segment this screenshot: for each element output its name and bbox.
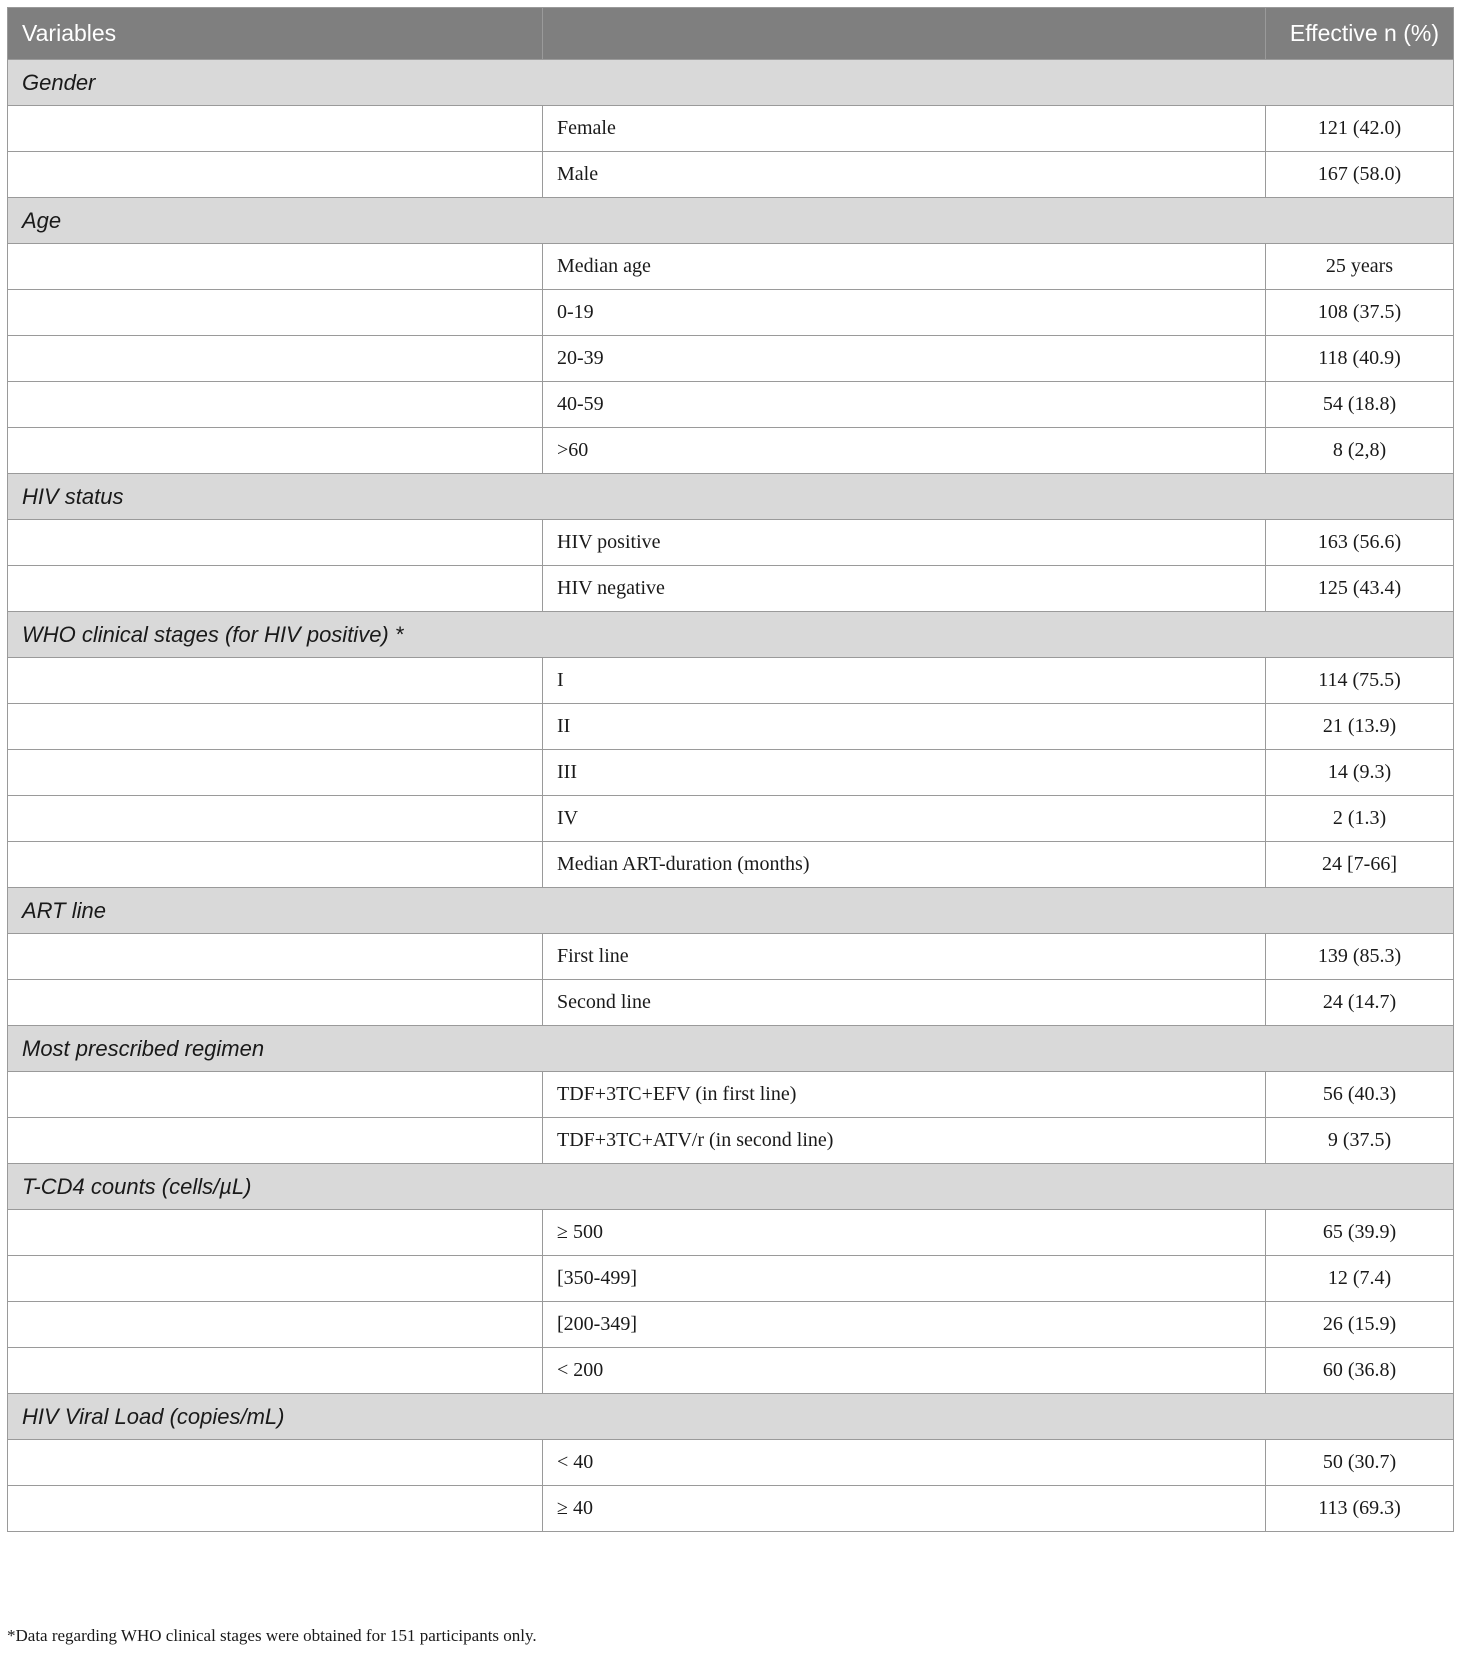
data-table-container <box>7 7 1453 1532</box>
effective-value: 14 (9.3) <box>1266 750 1454 796</box>
effective-value: 118 (40.9) <box>1266 336 1454 382</box>
effective-value: 50 (30.7) <box>1266 1440 1454 1486</box>
table-row <box>8 704 1454 750</box>
category-label: 20-39 <box>543 336 1266 382</box>
table-row <box>8 980 1454 1026</box>
section-row <box>8 60 1454 106</box>
category-label: First line <box>543 934 1266 980</box>
category-label: Median ART-duration (months) <box>543 842 1266 888</box>
variable-cell-empty <box>8 750 543 796</box>
category-label: Male <box>543 152 1266 198</box>
category-label: ≥ 500 <box>543 1210 1266 1256</box>
section-title: ART line <box>8 888 1454 934</box>
variable-cell-empty <box>8 796 543 842</box>
category-label: ≥ 40 <box>543 1486 1266 1532</box>
table-row <box>8 1302 1454 1348</box>
effective-value: 56 (40.3) <box>1266 1072 1454 1118</box>
variable-cell-empty <box>8 934 543 980</box>
effective-value: 54 (18.8) <box>1266 382 1454 428</box>
variable-cell-empty <box>8 336 543 382</box>
category-label: I <box>543 658 1266 704</box>
effective-value: 65 (39.9) <box>1266 1210 1454 1256</box>
variable-cell-empty <box>8 290 543 336</box>
section-title: Age <box>8 198 1454 244</box>
section-title: HIV status <box>8 474 1454 520</box>
table-row <box>8 934 1454 980</box>
effective-value: 121 (42.0) <box>1266 106 1454 152</box>
table-row <box>8 428 1454 474</box>
variable-cell-empty <box>8 658 543 704</box>
effective-value: 26 (15.9) <box>1266 1302 1454 1348</box>
table-row <box>8 1486 1454 1532</box>
variable-cell-empty <box>8 1072 543 1118</box>
table-body <box>8 60 1454 1532</box>
effective-value: 25 years <box>1266 244 1454 290</box>
category-label: Female <box>543 106 1266 152</box>
section-row <box>8 612 1454 658</box>
effective-value: 21 (13.9) <box>1266 704 1454 750</box>
effective-value: 60 (36.8) <box>1266 1348 1454 1394</box>
table-row <box>8 244 1454 290</box>
category-label: HIV negative <box>543 566 1266 612</box>
variable-cell-empty <box>8 1256 543 1302</box>
effective-value: 125 (43.4) <box>1266 566 1454 612</box>
category-label: II <box>543 704 1266 750</box>
category-label: [200-349] <box>543 1302 1266 1348</box>
section-title: Gender <box>8 60 1454 106</box>
section-row <box>8 1394 1454 1440</box>
header-variables: Variables <box>8 8 543 60</box>
table-row <box>8 336 1454 382</box>
variable-cell-empty <box>8 842 543 888</box>
effective-value: 163 (56.6) <box>1266 520 1454 566</box>
category-label: HIV positive <box>543 520 1266 566</box>
table-row <box>8 1118 1454 1164</box>
effective-value: 167 (58.0) <box>1266 152 1454 198</box>
table-row <box>8 842 1454 888</box>
variable-cell-empty <box>8 566 543 612</box>
effective-value: 8 (2,8) <box>1266 428 1454 474</box>
table-row <box>8 750 1454 796</box>
section-row <box>8 198 1454 244</box>
effective-value: 9 (37.5) <box>1266 1118 1454 1164</box>
category-label: >60 <box>543 428 1266 474</box>
variable-cell-empty <box>8 1118 543 1164</box>
table-row <box>8 382 1454 428</box>
effective-value: 24 (14.7) <box>1266 980 1454 1026</box>
variable-cell-empty <box>8 152 543 198</box>
effective-value: 2 (1.3) <box>1266 796 1454 842</box>
variable-cell-empty <box>8 1440 543 1486</box>
variable-cell-empty <box>8 520 543 566</box>
table-row <box>8 1210 1454 1256</box>
variable-cell-empty <box>8 704 543 750</box>
category-label: < 200 <box>543 1348 1266 1394</box>
header-row <box>8 8 1454 60</box>
effective-value: 108 (37.5) <box>1266 290 1454 336</box>
category-label: Second line <box>543 980 1266 1026</box>
section-row <box>8 1164 1454 1210</box>
variable-cell-empty <box>8 428 543 474</box>
effective-value: 139 (85.3) <box>1266 934 1454 980</box>
section-title: Most prescribed regimen <box>8 1026 1454 1072</box>
category-label: Median age <box>543 244 1266 290</box>
table-row <box>8 1348 1454 1394</box>
section-title: T-CD4 counts (cells/µL) <box>8 1164 1454 1210</box>
table-row <box>8 1256 1454 1302</box>
variable-cell-empty <box>8 244 543 290</box>
category-label: TDF+3TC+ATV/r (in second line) <box>543 1118 1266 1164</box>
variable-cell-empty <box>8 382 543 428</box>
variable-cell-empty <box>8 980 543 1026</box>
table-row <box>8 796 1454 842</box>
section-row <box>8 474 1454 520</box>
section-title: HIV Viral Load (copies/mL) <box>8 1394 1454 1440</box>
table-row <box>8 520 1454 566</box>
variable-cell-empty <box>8 106 543 152</box>
section-row <box>8 1026 1454 1072</box>
table-row <box>8 1440 1454 1486</box>
effective-value: 12 (7.4) <box>1266 1256 1454 1302</box>
category-label: TDF+3TC+EFV (in first line) <box>543 1072 1266 1118</box>
category-label: 0-19 <box>543 290 1266 336</box>
table-row <box>8 106 1454 152</box>
category-label: III <box>543 750 1266 796</box>
variable-cell-empty <box>8 1210 543 1256</box>
category-label: < 40 <box>543 1440 1266 1486</box>
table-row <box>8 290 1454 336</box>
effective-value: 24 [7-66] <box>1266 842 1454 888</box>
header-blank <box>543 8 1266 60</box>
category-label: IV <box>543 796 1266 842</box>
variable-cell-empty <box>8 1348 543 1394</box>
effective-value: 114 (75.5) <box>1266 658 1454 704</box>
category-label: [350-499] <box>543 1256 1266 1302</box>
variable-cell-empty <box>8 1486 543 1532</box>
table-row <box>8 566 1454 612</box>
header-effective: Effective n (%) <box>1266 8 1454 60</box>
effective-value: 113 (69.3) <box>1266 1486 1454 1532</box>
table-row <box>8 152 1454 198</box>
section-row <box>8 888 1454 934</box>
table-footnote: *Data regarding WHO clinical stages were obtained for 151 participants only. <box>7 1626 537 1645</box>
characteristics-table <box>7 7 1454 1532</box>
table-row <box>8 658 1454 704</box>
variable-cell-empty <box>8 1302 543 1348</box>
table-row <box>8 1072 1454 1118</box>
section-title: WHO clinical stages (for HIV positive) * <box>8 612 1454 658</box>
category-label: 40-59 <box>543 382 1266 428</box>
